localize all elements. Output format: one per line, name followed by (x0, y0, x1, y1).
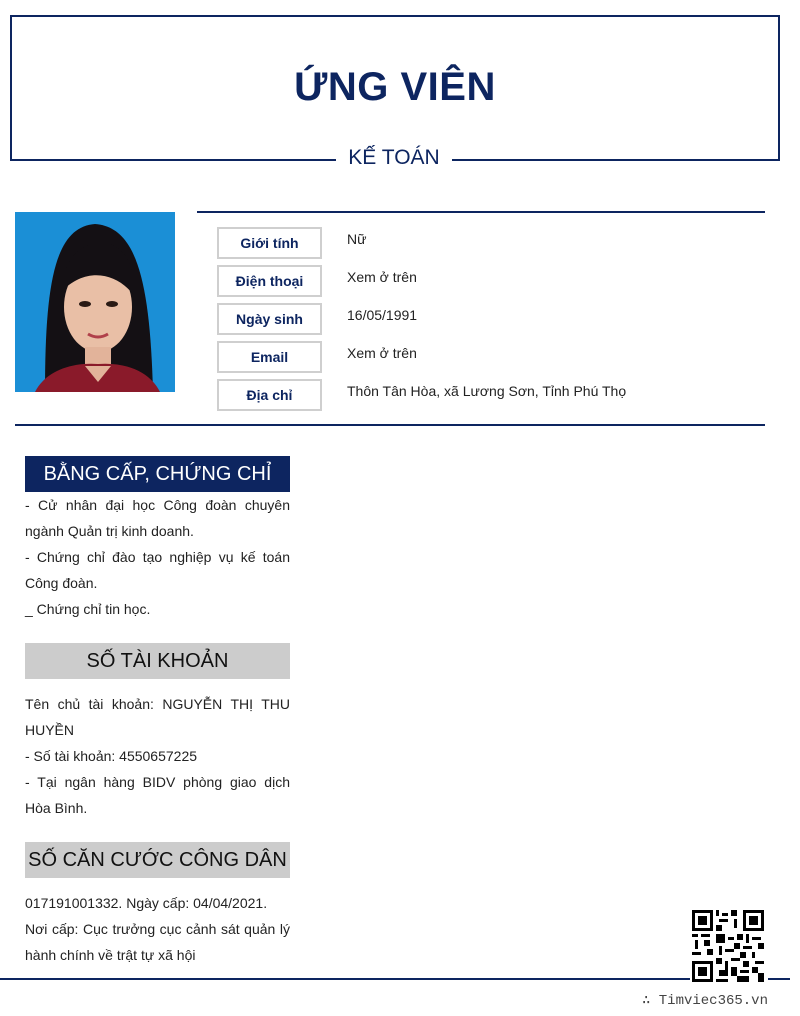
header-box (10, 15, 780, 161)
gender-value: Nữ (347, 231, 367, 247)
footer-divider-right (768, 978, 790, 980)
id-card-line: Nơi cấp: Cục trưởng cục cảnh sát quản lý hành chính về trật tự xã hội (25, 921, 290, 963)
info-row-phone (217, 265, 777, 297)
id-card-section-title: SỐ CĂN CƯỚC CÔNG DÂN (25, 842, 290, 878)
education-section-body (25, 492, 290, 622)
info-row-address (217, 379, 777, 411)
education-line: - Cử nhân đại học Công đoàn chuyên ngành Quản trị kinh doanh. (25, 497, 290, 539)
phone-value: Xem ở trên (347, 269, 417, 285)
birthdate-label: Ngày sinh (217, 303, 322, 335)
info-divider-top (197, 211, 765, 213)
bank-line: Tên chủ tài khoản: NGUYỄN THỊ THU HUYỀN (25, 696, 290, 738)
address-label: Địa chỉ (217, 379, 322, 411)
education-section-title: BẰNG CẤP, CHỨNG CHỈ (25, 456, 290, 492)
portrait-icon (15, 212, 175, 392)
bank-section-title: SỐ TÀI KHOẢN (25, 643, 290, 679)
qr-code-icon (692, 910, 764, 982)
bank-line: - Tại ngân hàng BIDV phòng giao dịch Hòa Bình. (25, 774, 290, 816)
brand-watermark: ∴ Timviec365.vn (641, 993, 768, 1009)
info-divider-bottom (15, 424, 765, 426)
bank-section-body (25, 691, 290, 821)
candidate-photo (15, 212, 175, 392)
info-row-birthdate (217, 303, 777, 335)
info-row-gender (217, 227, 777, 259)
gender-label: Giới tính (217, 227, 322, 259)
id-card-section-body (25, 890, 290, 968)
phone-label: Điện thoại (217, 265, 322, 297)
birthdate-value: 16/05/1991 (347, 307, 418, 323)
info-row-email (217, 341, 777, 373)
address-value: Thôn Tân Hòa, xã Lương Sơn, Tỉnh Phú Thọ (347, 383, 627, 399)
page-title: ỨNG VIÊN (294, 65, 496, 109)
id-card-line: 017191001332. Ngày cấp: 04/04/2021. (25, 895, 268, 911)
email-label: Email (217, 341, 322, 373)
bank-line: - Số tài khoản: 4550657225 (25, 748, 198, 764)
footer-divider-left (0, 978, 690, 980)
education-line: - Chứng chỉ đào tạo nghiệp vụ kế toán Công đoàn. (25, 549, 290, 591)
education-line: _ Chứng chỉ tin học. (25, 601, 151, 617)
job-position: KẾ TOÁN (336, 145, 452, 171)
email-value: Xem ở trên (347, 345, 417, 361)
